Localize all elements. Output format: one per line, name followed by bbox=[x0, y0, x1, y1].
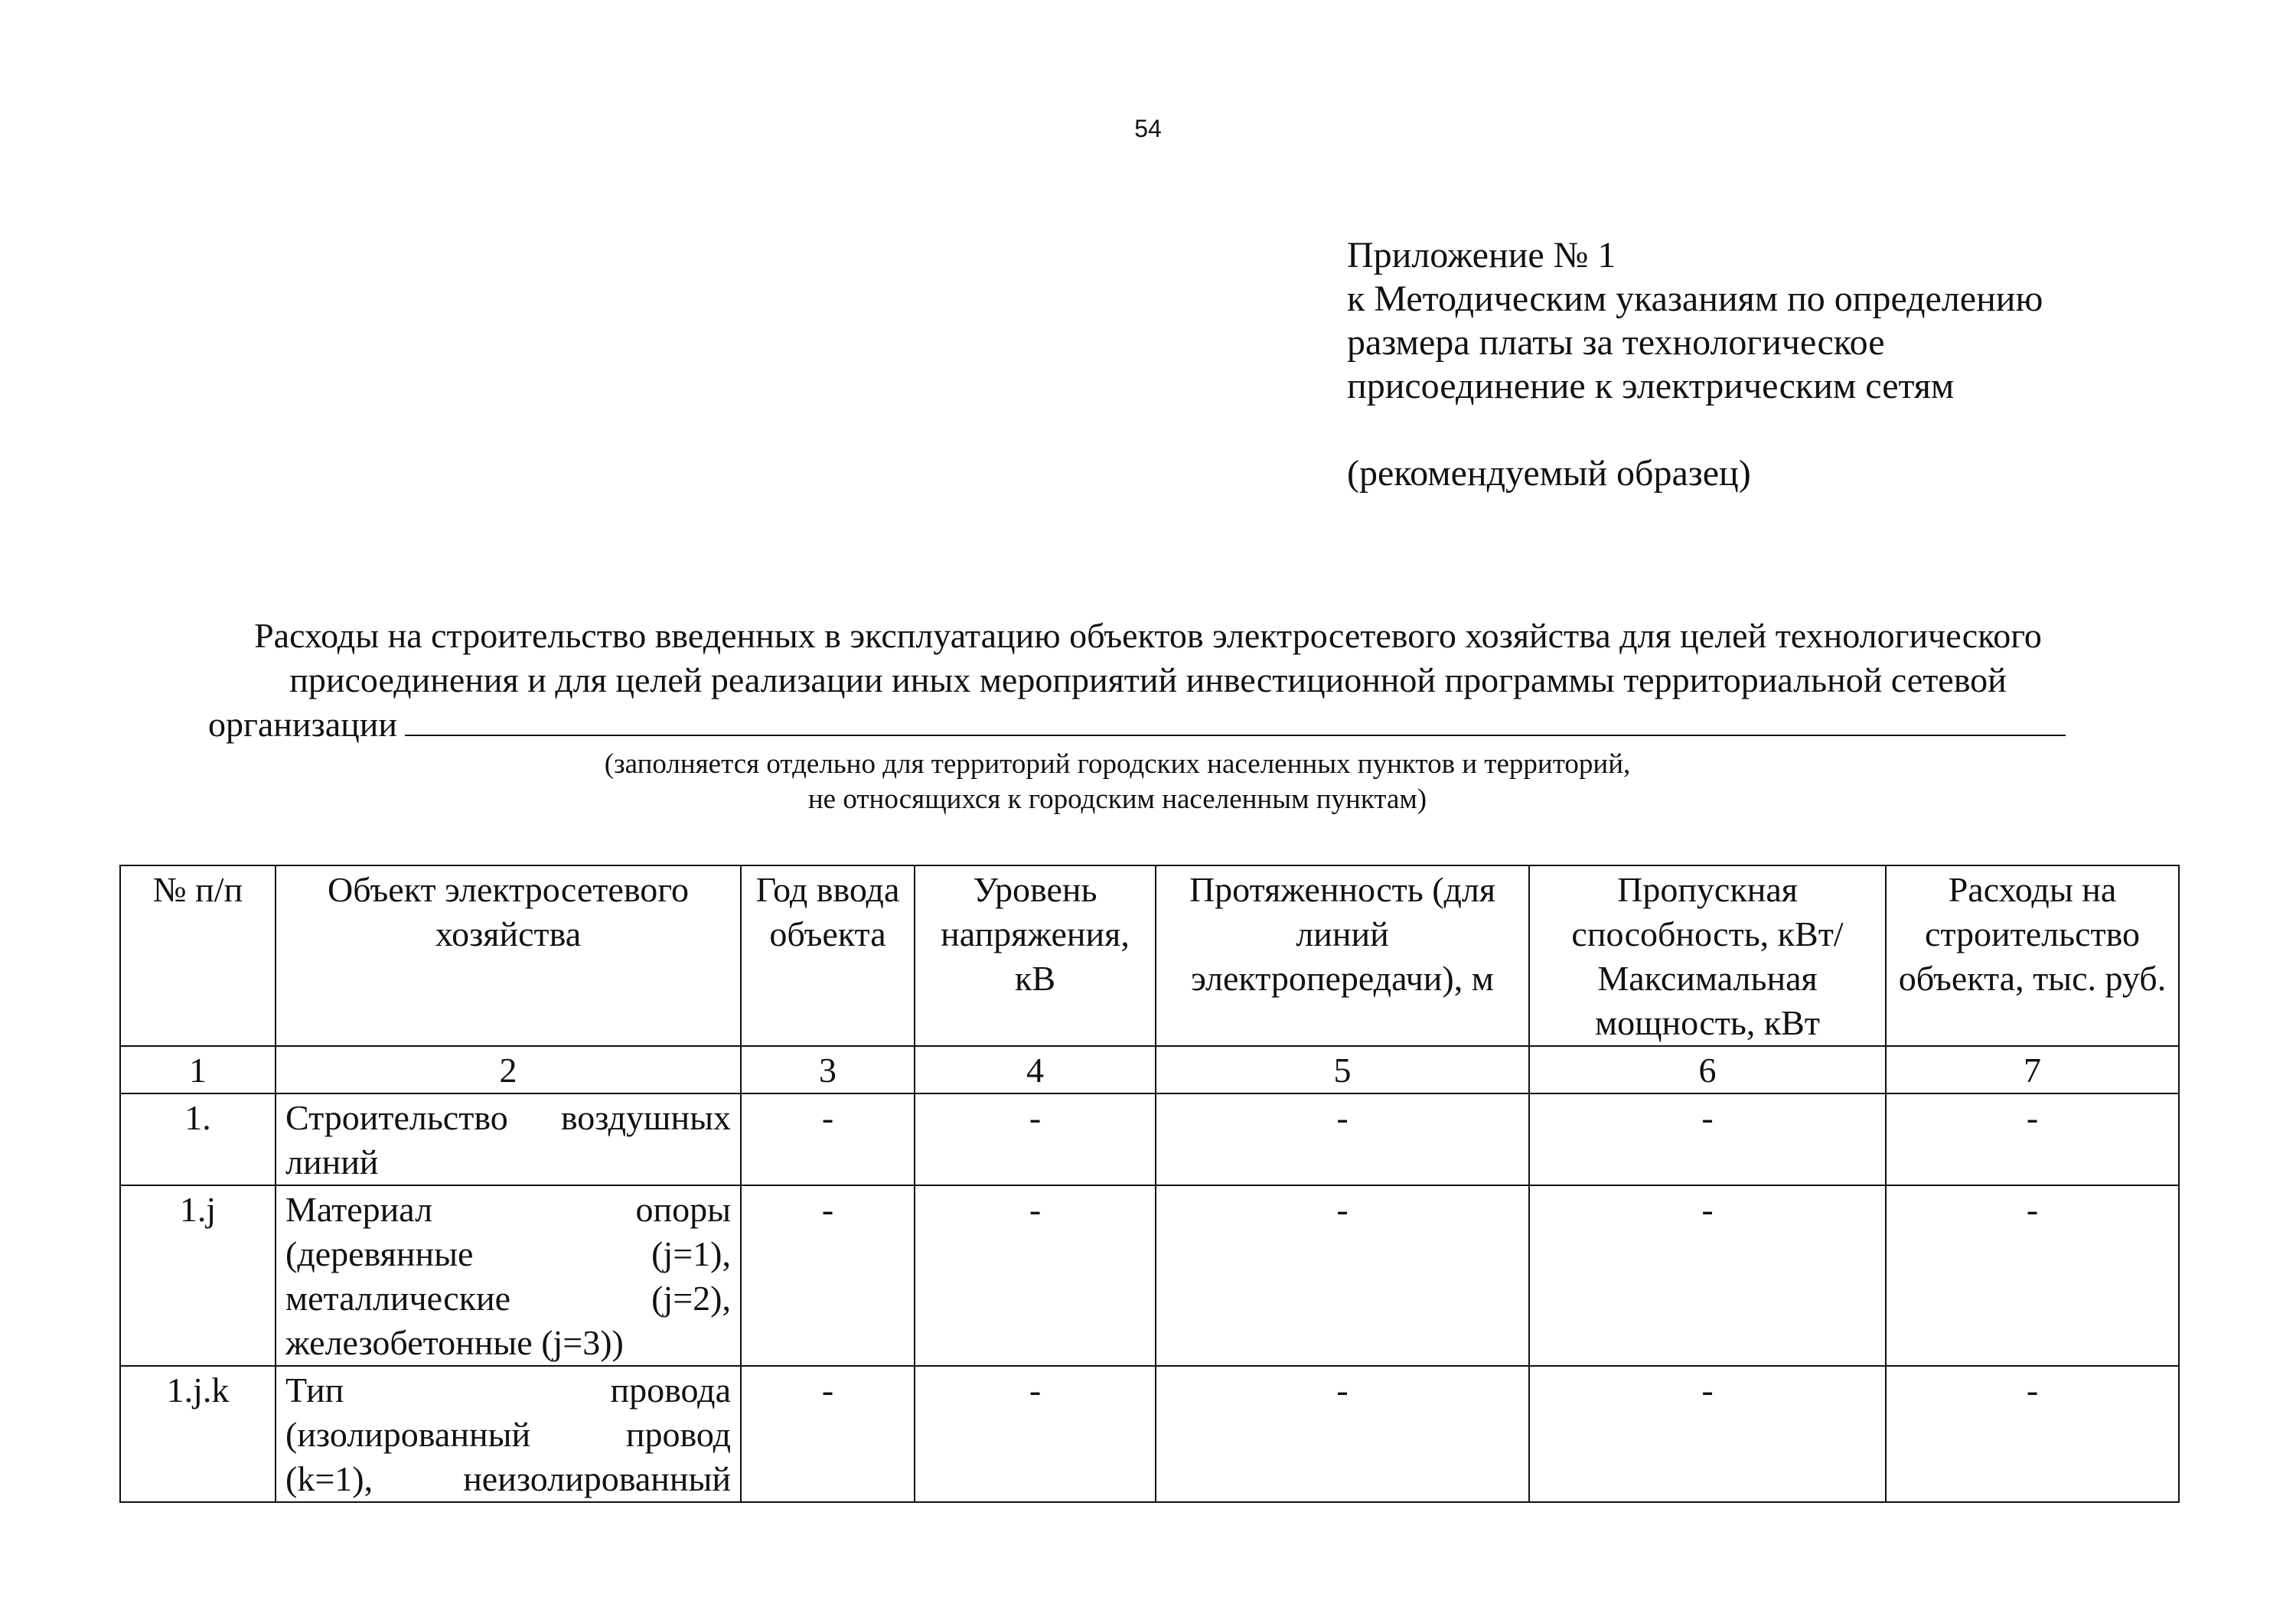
row-num: 1.j.k bbox=[120, 1366, 276, 1502]
cell-length: - bbox=[1156, 1366, 1529, 1502]
cell-cost: - bbox=[1886, 1093, 2179, 1185]
row-num: 1.j bbox=[120, 1185, 276, 1366]
cell-capacity: - bbox=[1529, 1366, 1886, 1502]
appendix-line: к Методическим указаниям по определению bbox=[1347, 279, 2043, 319]
row-object: Строительство воздушных линий bbox=[276, 1093, 741, 1185]
header-capacity: Пропускная способность, кВт/ Максимальная мощность, кВт bbox=[1529, 865, 1886, 1046]
column-number-row bbox=[120, 1046, 2179, 1093]
cell-voltage: - bbox=[915, 1366, 1156, 1502]
row-object-line: металлические (j=2), bbox=[285, 1279, 731, 1318]
heading-org-label: организации bbox=[208, 705, 397, 744]
expenses-table bbox=[119, 865, 2180, 1503]
cell-capacity: - bbox=[1529, 1093, 1886, 1185]
cell-year: - bbox=[741, 1185, 915, 1366]
table-row bbox=[120, 1093, 2179, 1185]
note-line: не относящихся к городским населенным пунктам) bbox=[807, 784, 1427, 815]
appendix-line: размера платы за технологическое bbox=[1347, 322, 1885, 363]
cell-capacity: - bbox=[1529, 1185, 1886, 1366]
col-number: 5 bbox=[1156, 1046, 1529, 1093]
page-number: 54 bbox=[1134, 115, 1162, 142]
row-object-line: (k=1), неизолированный bbox=[285, 1459, 731, 1498]
col-number: 7 bbox=[1886, 1046, 2179, 1093]
organization-name-blank[interactable] bbox=[405, 702, 2066, 736]
col-number: 6 bbox=[1529, 1046, 1886, 1093]
col-number: 2 bbox=[276, 1046, 741, 1093]
cell-voltage: - bbox=[915, 1093, 1156, 1185]
row-object-line: Материал опоры bbox=[285, 1190, 731, 1229]
cell-year: - bbox=[741, 1093, 915, 1185]
header-voltage: Уровень напряжения, кВ bbox=[915, 865, 1156, 1046]
cell-year: - bbox=[741, 1366, 915, 1502]
col-number: 4 bbox=[915, 1046, 1156, 1093]
table-row bbox=[120, 1185, 2179, 1366]
row-object bbox=[276, 1366, 741, 1502]
cell-length: - bbox=[1156, 1185, 1529, 1366]
row-object bbox=[276, 1185, 741, 1366]
row-num: 1. bbox=[120, 1093, 276, 1185]
fill-note bbox=[459, 747, 1776, 817]
heading-org-line bbox=[92, 702, 2204, 747]
appendix-line: Приложение № 1 bbox=[1347, 235, 1616, 275]
heading-line: присоединения и для целей реализации иных мероприятий инвестиционной программы территориальной сетевой bbox=[289, 660, 2007, 699]
table-row bbox=[120, 1366, 2179, 1502]
appendix-line: присоединение к электрическим сетям bbox=[1347, 366, 1955, 406]
cell-cost: - bbox=[1886, 1185, 2179, 1366]
row-object-line: (изолированный провод bbox=[285, 1415, 731, 1454]
col-number: 1 bbox=[120, 1046, 276, 1093]
header-object: Объект электросетевого хозяйства bbox=[276, 865, 741, 1046]
appendix-block bbox=[1347, 233, 2189, 495]
row-object-line: Тип провода bbox=[285, 1370, 731, 1410]
header-num: № п/п bbox=[120, 865, 276, 1046]
col-number: 3 bbox=[741, 1046, 915, 1093]
header-year: Год ввода объекта bbox=[741, 865, 915, 1046]
header-cost: Расходы на строительство объекта, тыс. руб. bbox=[1886, 865, 2179, 1046]
row-object-line: железобетонные (j=3)) bbox=[285, 1323, 624, 1362]
heading-line: Расходы на строительство введенных в эксплуатацию объектов электросетевого хозяйства для целей технологического bbox=[254, 616, 2042, 655]
row-object-line: (деревянные (j=1), bbox=[285, 1234, 731, 1273]
header-row bbox=[120, 865, 2179, 1046]
cell-length: - bbox=[1156, 1093, 1529, 1185]
note-line: (заполняется отдельно для территорий городских населенных пунктов и территорий, bbox=[604, 748, 1631, 780]
sample-note: (рекомендуемый образец) bbox=[1347, 453, 1751, 494]
document-heading bbox=[92, 614, 2204, 747]
header-length: Протяженность (для линий электропередачи), м bbox=[1156, 865, 1529, 1046]
cell-cost: - bbox=[1886, 1366, 2179, 1502]
cell-voltage: - bbox=[915, 1185, 1156, 1366]
